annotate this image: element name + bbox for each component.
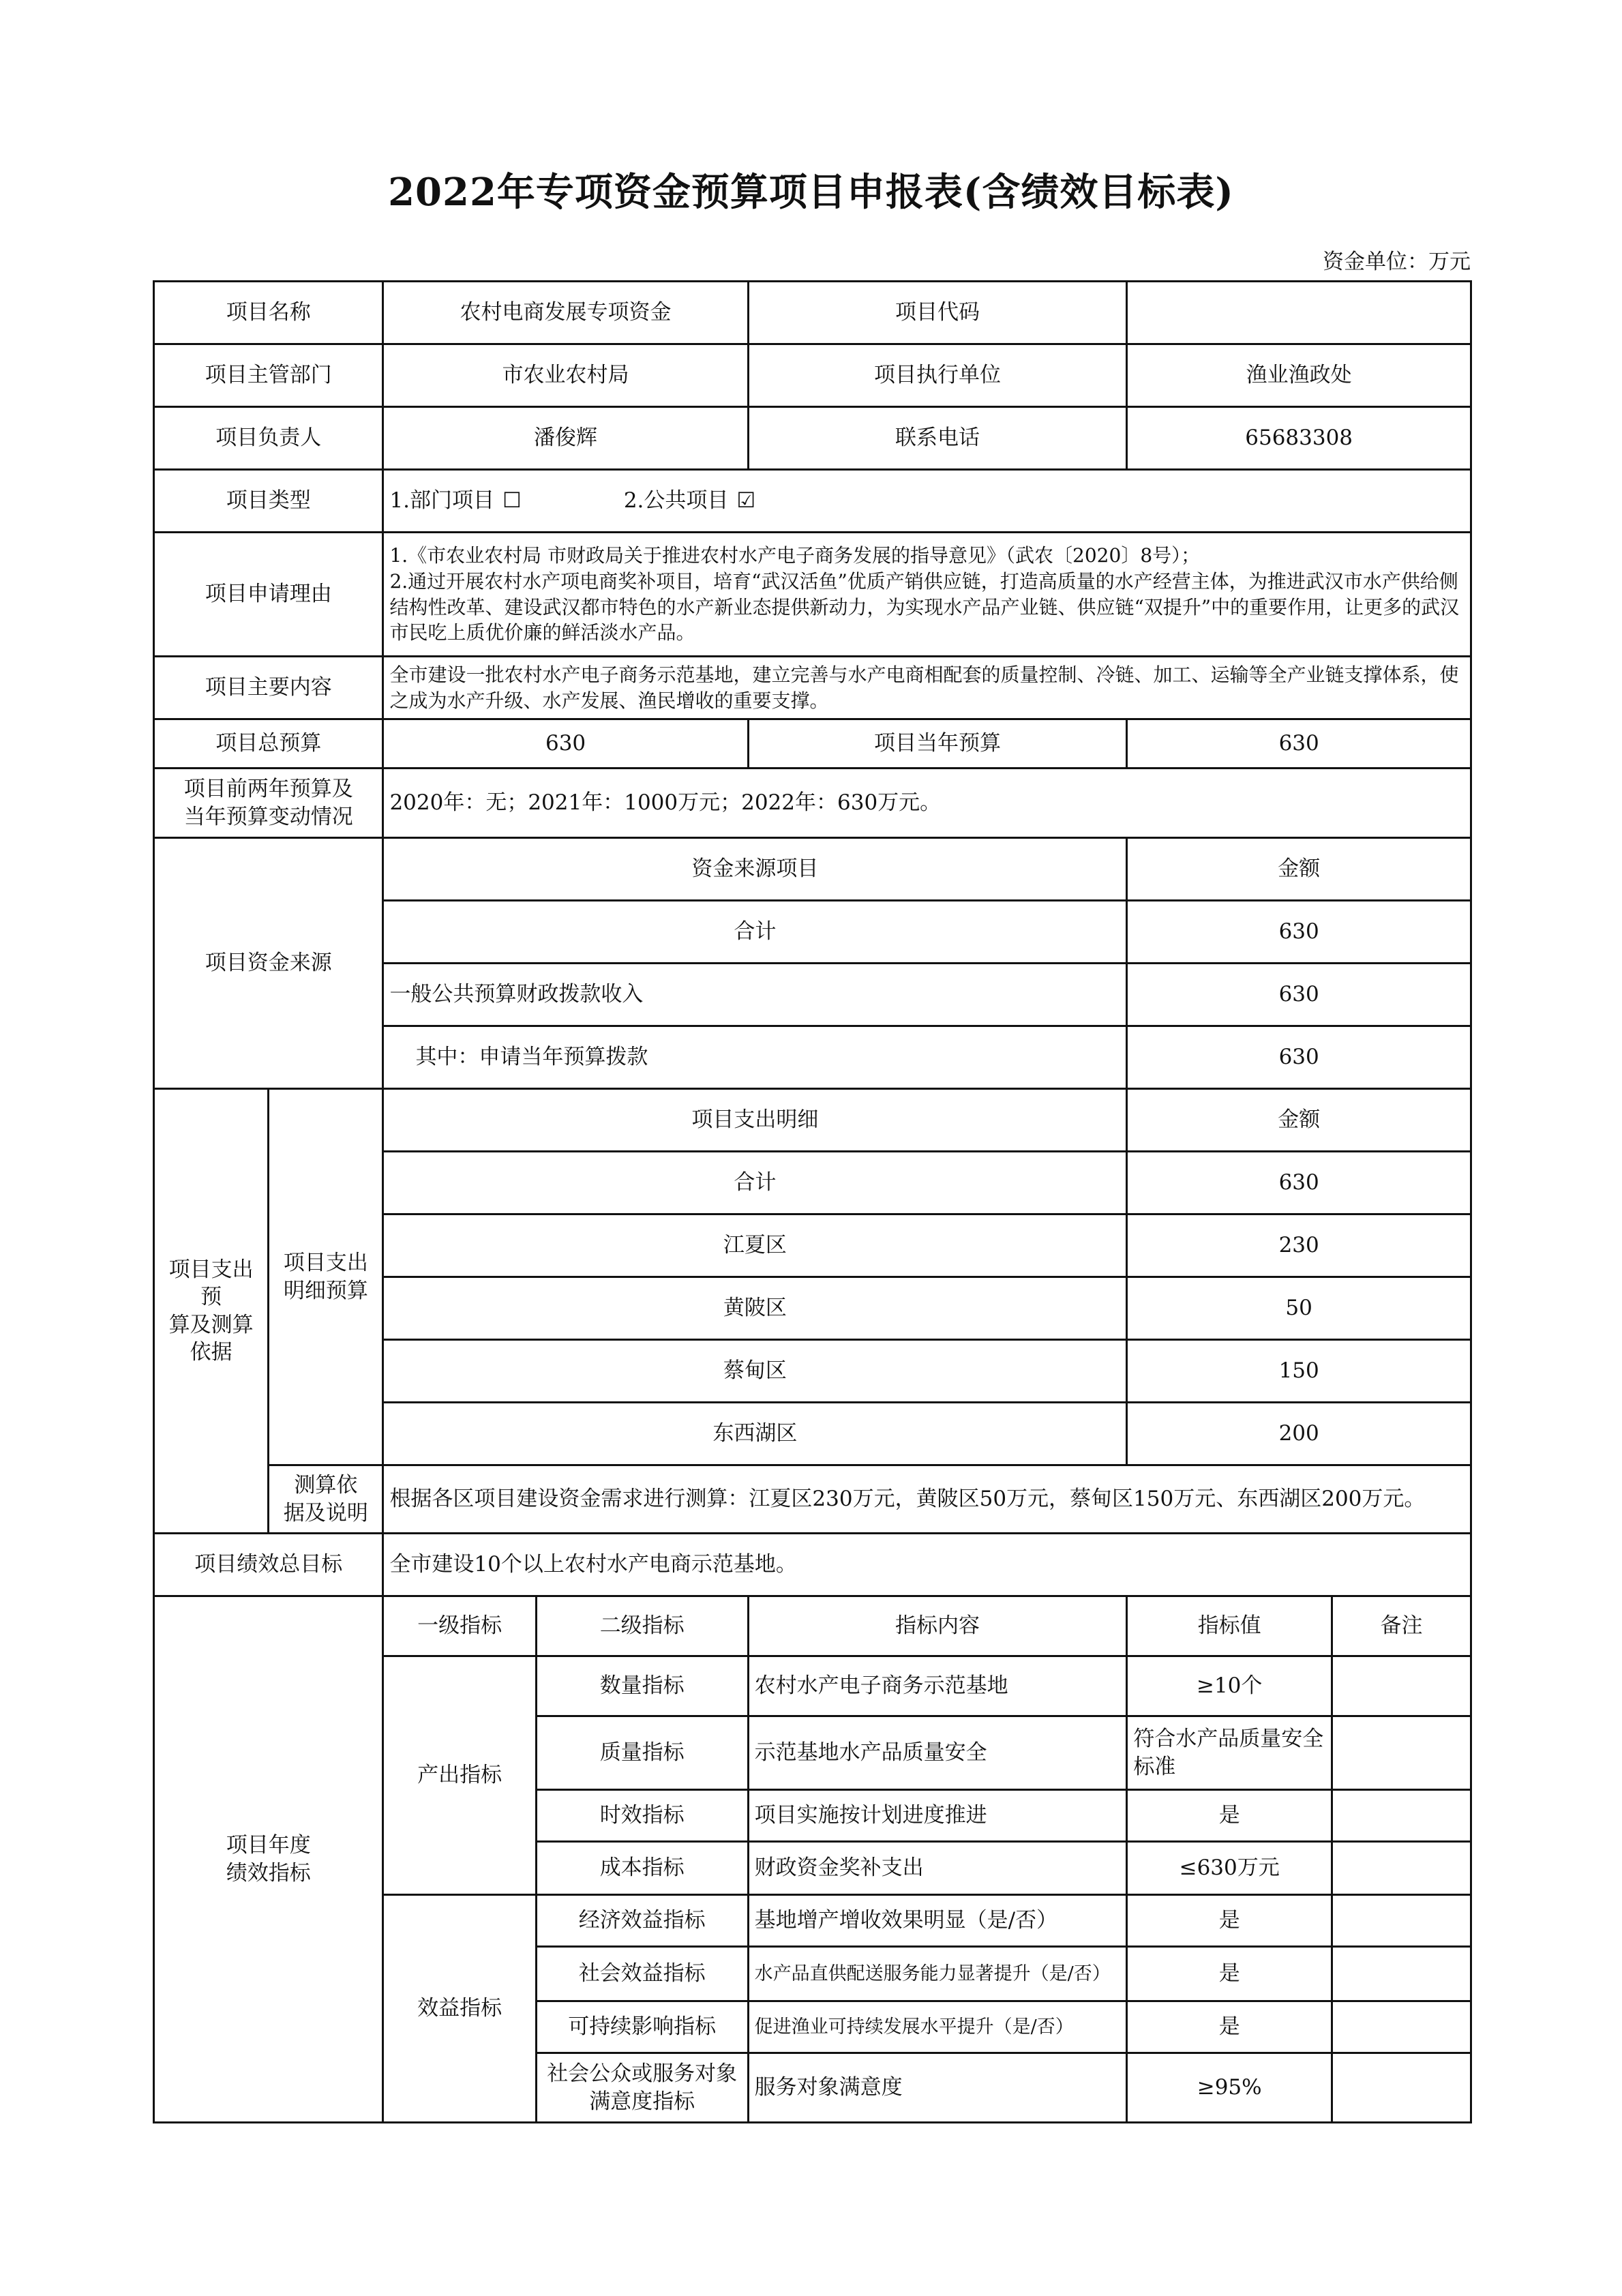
expense-basis-value: 根据各区项目建设资金需求进行测算：江夏区230万元，黄陂区50万元，蔡甸区150万元、东西湖区200万元。 <box>383 1465 1471 1534</box>
expense-amount: 630 <box>1127 1152 1471 1214</box>
row-content <box>154 657 1471 719</box>
expense-item: 黄陂区 <box>383 1277 1127 1340</box>
expense-item: 东西湖区 <box>383 1403 1127 1465</box>
source-item: 一般公共预算财政拨款收入 <box>383 964 1127 1026</box>
source-header-amount: 金额 <box>1127 838 1471 901</box>
expense-item: 江夏区 <box>383 1214 1127 1277</box>
indicator-header-level2: 二级指标 <box>536 1596 748 1656</box>
source-item: 合计 <box>383 901 1127 964</box>
row-total-budget <box>154 719 1471 769</box>
source-header-item: 资金来源项目 <box>383 838 1127 901</box>
expense-header-amount: 金额 <box>1127 1089 1471 1152</box>
benefit-indicator-label: 效益指标 <box>383 1895 536 2123</box>
exec-unit-value: 渔业渔政处 <box>1127 344 1471 407</box>
indicator-level2: 质量指标 <box>536 1716 748 1790</box>
indicator-note <box>1332 1790 1471 1842</box>
expense-amount: 200 <box>1127 1403 1471 1465</box>
source-item: 其中：申请当年预算拨款 <box>383 1026 1127 1089</box>
expense-basis-row <box>154 1465 1471 1534</box>
project-code-label: 项目代码 <box>748 282 1127 344</box>
indicator-header-level1: 一级指标 <box>383 1596 536 1656</box>
budget-application-table <box>153 280 1472 2123</box>
indicator-header-value: 指标值 <box>1127 1596 1332 1656</box>
indicator-header-row <box>154 1596 1471 1656</box>
indicator-header-note: 备注 <box>1332 1596 1471 1656</box>
indicator-value: 符合水产品质量安全标准 <box>1127 1716 1332 1790</box>
exec-unit-label: 项目执行单位 <box>748 344 1127 407</box>
reason-label: 项目申请理由 <box>154 533 383 657</box>
reason-line-2: 2.通过开展农村水产项电商奖补项目，培育“武汉活鱼”优质产销供应链，打造高质量的水产经营主体，为推进武汉市水产供给侧结构性改革、建设武汉都市特色的水产新业态提供新动力，为实现水产品产业链、供应链“双提升”中的重要作用，让更多的武汉市民吃上质优价廉的鲜活淡水产品。 <box>389 569 1460 644</box>
person-label: 项目负责人 <box>154 407 383 470</box>
expense-header-item: 项目支出明细 <box>383 1089 1127 1152</box>
project-name-value: 农村电商发展专项资金 <box>383 282 748 344</box>
indicator-note <box>1332 2001 1471 2053</box>
output-indicator-label: 产出指标 <box>383 1656 536 1895</box>
indicator-note <box>1332 1842 1471 1895</box>
indicator-value: 是 <box>1127 2001 1332 2053</box>
row-budget-change <box>154 769 1471 838</box>
budget-change-value: 2020年：无；2021年：1000万元；2022年：630万元。 <box>383 769 1471 838</box>
source-amount: 630 <box>1127 1026 1471 1089</box>
indicator-content: 农村水产电子商务示范基地 <box>748 1656 1127 1716</box>
type-option-public: 2.公共项目 <box>623 488 729 513</box>
total-budget-value: 630 <box>383 719 748 769</box>
indicator-level2: 经济效益指标 <box>536 1895 748 1947</box>
indicator-note <box>1332 2053 1471 2123</box>
goal-value: 全市建设10个以上农村水产电商示范基地。 <box>383 1534 1471 1596</box>
indicator-level2: 成本指标 <box>536 1842 748 1895</box>
fund-unit-label: 资金单位：万元 <box>1323 250 1471 274</box>
fund-source-label: 项目资金来源 <box>154 838 383 1089</box>
expense-amount: 50 <box>1127 1277 1471 1340</box>
indicator-note <box>1332 1895 1471 1947</box>
reason-line-1: 1.《市农业农村局 市财政局关于推进农村水产电子商务发展的指导意见》（武农〔2020〕8号）； <box>389 543 1201 567</box>
current-budget-value: 630 <box>1127 719 1471 769</box>
indicator-note <box>1332 1716 1471 1790</box>
content-label: 项目主要内容 <box>154 657 383 719</box>
indicator-content: 服务对象满意度 <box>748 2053 1127 2123</box>
expense-basis-label: 测算依 据及说明 <box>269 1465 383 1534</box>
type-option-department: 1.部门项目 <box>389 488 495 513</box>
expense-amount: 230 <box>1127 1214 1471 1277</box>
total-budget-label: 项目总预算 <box>154 719 383 769</box>
indicator-level2: 数量指标 <box>536 1656 748 1716</box>
expense-amount: 150 <box>1127 1340 1471 1403</box>
project-type-options <box>383 470 1471 533</box>
person-value: 潘俊辉 <box>383 407 748 470</box>
project-name-label: 项目名称 <box>154 282 383 344</box>
row-project-name <box>154 282 1471 344</box>
content-value: 全市建设一批农村水产电子商务示范基地，建立完善与水产电商相配套的质量控制、冷链、加工、运输等全产业链支撑体系，使之成为水产升级、水产发展、渔民增收的重要支撑。 <box>383 657 1471 719</box>
indicator-value: ≥95% <box>1127 2053 1332 2123</box>
unchecked-box-icon[interactable]: ☐ <box>502 488 522 513</box>
indicator-content: 促进渔业可持续发展水平提升（是/否） <box>748 2001 1127 2053</box>
expense-item: 蔡甸区 <box>383 1340 1127 1403</box>
indicator-header-content: 指标内容 <box>748 1596 1127 1656</box>
expense-label: 项目支出预 算及测算依据 <box>154 1089 269 1534</box>
row-person <box>154 407 1471 470</box>
phone-label: 联系电话 <box>748 407 1127 470</box>
source-header-row <box>154 838 1471 901</box>
indicator-level2: 可持续影响指标 <box>536 2001 748 2053</box>
indicator-value: 是 <box>1127 1895 1332 1947</box>
row-project-type <box>154 470 1471 533</box>
indicator-value: 是 <box>1127 1947 1332 2001</box>
source-amount: 630 <box>1127 901 1471 964</box>
indicator-level2: 社会公众或服务对象满意度指标 <box>536 2053 748 2123</box>
row-department <box>154 344 1471 407</box>
indicator-level2: 社会效益指标 <box>536 1947 748 2001</box>
department-value: 市农业农村局 <box>383 344 748 407</box>
expense-item: 合计 <box>383 1152 1127 1214</box>
indicator-value: 是 <box>1127 1790 1332 1842</box>
checked-box-icon[interactable]: ☑ <box>736 488 756 513</box>
project-type-label: 项目类型 <box>154 470 383 533</box>
row-reason <box>154 533 1471 657</box>
indicator-content: 示范基地水产品质量安全 <box>748 1716 1127 1790</box>
row-goal <box>154 1534 1471 1596</box>
page-title: 2022年专项资金预算项目申报表(含绩效目标表) <box>388 170 1234 215</box>
indicator-level2: 时效指标 <box>536 1790 748 1842</box>
indicator-value: ≥10个 <box>1127 1656 1332 1716</box>
indicator-content: 水产品直供配送服务能力显著提升（是/否） <box>748 1947 1127 2001</box>
indicator-content: 项目实施按计划进度推进 <box>748 1790 1127 1842</box>
department-label: 项目主管部门 <box>154 344 383 407</box>
phone-value: 65683308 <box>1127 407 1471 470</box>
reason-value <box>383 533 1471 657</box>
indicator-content: 财政资金奖补支出 <box>748 1842 1127 1895</box>
expense-header-row <box>154 1089 1471 1152</box>
goal-label: 项目绩效总目标 <box>154 1534 383 1596</box>
indicator-note <box>1332 1656 1471 1716</box>
project-code-value <box>1127 282 1471 344</box>
current-budget-label: 项目当年预算 <box>748 719 1127 769</box>
indicator-note <box>1332 1947 1471 2001</box>
indicator-content: 基地增产增收效果明显（是/否） <box>748 1895 1127 1947</box>
budget-change-label: 项目前两年预算及 当年预算变动情况 <box>154 769 383 838</box>
expense-detail-label: 项目支出 明细预算 <box>269 1089 383 1465</box>
indicator-label: 项目年度 绩效指标 <box>154 1596 383 2123</box>
source-amount: 630 <box>1127 964 1471 1026</box>
indicator-value: ≤630万元 <box>1127 1842 1332 1895</box>
